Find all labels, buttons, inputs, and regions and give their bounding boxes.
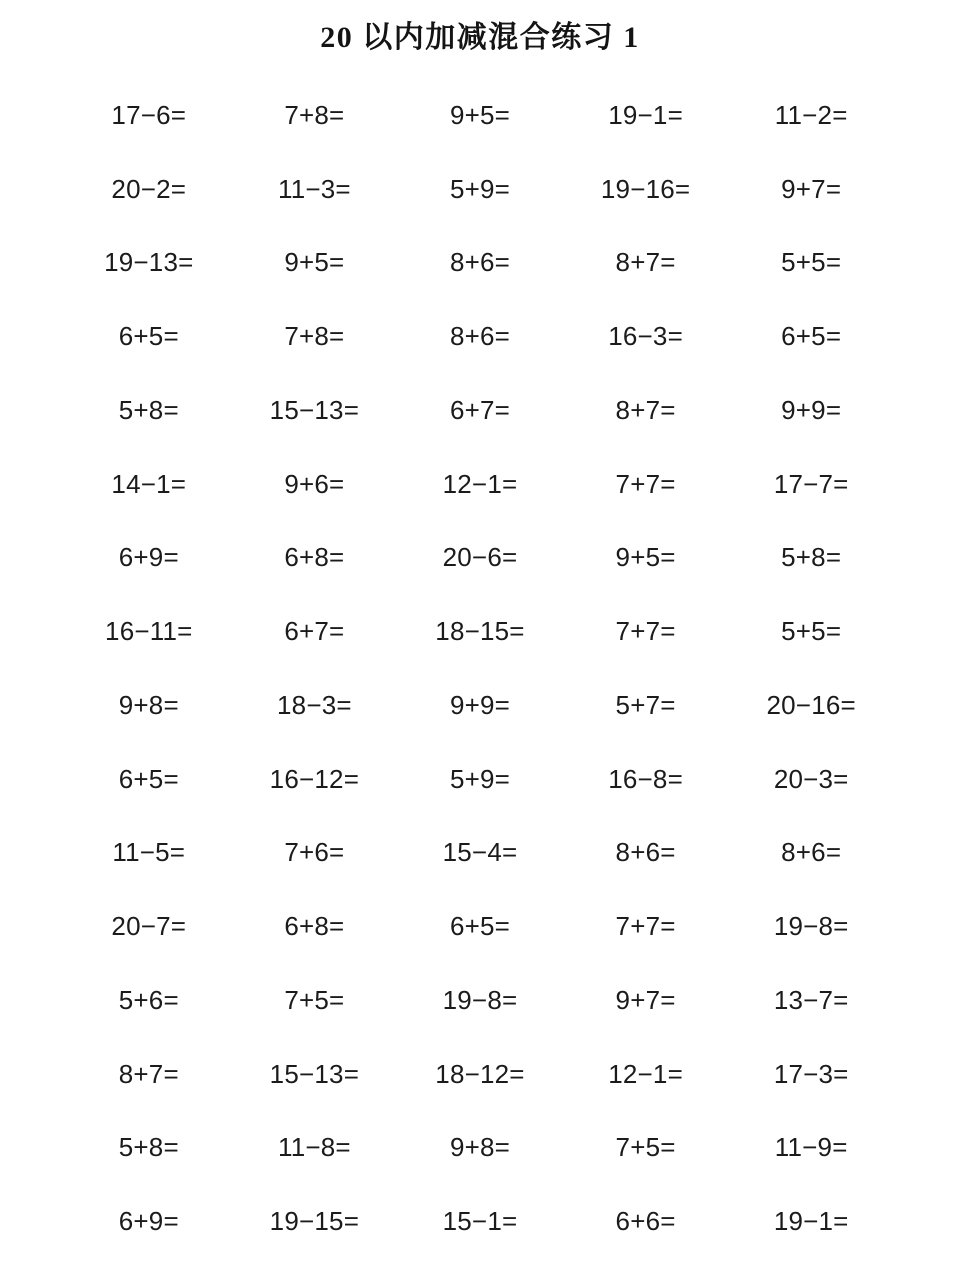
- problem-item: 19−13=: [104, 247, 194, 278]
- problem-item: 8+7=: [118, 1058, 179, 1089]
- problem-item: 6+9=: [118, 542, 179, 573]
- problem-item: 9+5=: [615, 542, 676, 573]
- problem-item: 19−16=: [600, 173, 691, 204]
- problem-item: 9+7=: [615, 984, 676, 1015]
- problem-item: 6+5=: [118, 763, 179, 794]
- problem-item: 7+8=: [284, 321, 345, 352]
- problem-item: 19−8=: [773, 911, 849, 942]
- problem-item: 7+7=: [615, 468, 676, 499]
- problem-item: 16−8=: [608, 763, 683, 794]
- problem-item: 5+6=: [118, 984, 179, 1015]
- problem-item: 11−3=: [277, 173, 351, 204]
- problem-item: 12−1=: [442, 468, 518, 499]
- problem-item: 20−6=: [442, 542, 518, 573]
- problem-item: 5+7=: [615, 689, 676, 720]
- problem-item: 9+5=: [284, 247, 345, 278]
- problem-item: 6+9=: [118, 1206, 179, 1237]
- problem-item: 11−8=: [277, 1132, 351, 1163]
- problem-item: 7+7=: [615, 616, 676, 647]
- problem-item: 7+5=: [615, 1132, 676, 1163]
- problem-item: 6+6=: [615, 1206, 676, 1237]
- problem-item: 8+6=: [615, 837, 676, 868]
- problem-item: 8+6=: [449, 247, 511, 278]
- problem-item: 19−1=: [608, 99, 683, 130]
- problem-item: 20−7=: [111, 911, 187, 942]
- problem-item: 20−3=: [773, 763, 849, 794]
- problem-item: 5+8=: [118, 1132, 179, 1163]
- problem-item: 16−11=: [105, 616, 193, 647]
- worksheet-header: [0, 16, 960, 60]
- problem-item: 9+6=: [284, 468, 345, 499]
- problem-item: 6+8=: [284, 911, 345, 942]
- problem-item: 7+6=: [284, 837, 345, 868]
- page-title: 20 以内加减混合练习 1: [320, 21, 640, 54]
- problem-item: 6+5=: [781, 321, 842, 352]
- problem-item: 18−12=: [435, 1058, 525, 1089]
- problem-item: 7+7=: [615, 911, 676, 942]
- problem-item: 9+5=: [449, 99, 511, 130]
- problem-item: 15−13=: [269, 1058, 360, 1089]
- problem-item: 8+6=: [781, 837, 842, 868]
- problem-item: 16−3=: [608, 321, 683, 352]
- problem-item: 15−1=: [442, 1206, 518, 1237]
- problem-item: 18−15=: [435, 616, 525, 647]
- problem-item: 7+5=: [284, 984, 345, 1015]
- problem-item: 19−1=: [773, 1206, 849, 1237]
- problem-item: 19−8=: [442, 984, 518, 1015]
- problem-item: 8+7=: [615, 394, 676, 425]
- problem-item: 9+9=: [449, 689, 511, 720]
- problem-item: 11−2=: [774, 99, 848, 130]
- problem-item: 6+7=: [284, 616, 345, 647]
- problem-item: 6+5=: [449, 911, 511, 942]
- problem-item: 12−1=: [608, 1058, 683, 1089]
- problem-item: 6+8=: [284, 542, 345, 573]
- problem-item: 17−7=: [773, 468, 849, 499]
- problem-item: 9+7=: [781, 173, 842, 204]
- problem-item: 5+8=: [118, 394, 179, 425]
- problem-item: 5+9=: [449, 763, 511, 794]
- problem-item: 9+8=: [449, 1132, 511, 1163]
- problem-item: 7+8=: [284, 99, 345, 130]
- problem-item: 20−16=: [766, 689, 856, 720]
- problem-item: 5+5=: [781, 247, 842, 278]
- problem-grid: [66, 78, 894, 1258]
- problem-item: 14−1=: [111, 468, 187, 499]
- problem-item: 20−2=: [111, 173, 187, 204]
- problem-item: 9+8=: [118, 689, 179, 720]
- problem-item: 6+7=: [449, 394, 511, 425]
- problem-item: 17−3=: [773, 1058, 849, 1089]
- problem-item: 15−4=: [442, 837, 518, 868]
- problem-item: 5+8=: [781, 542, 842, 573]
- problem-item: 19−15=: [269, 1206, 360, 1237]
- problem-item: 11−9=: [774, 1132, 848, 1163]
- problem-item: 8+7=: [615, 247, 676, 278]
- problem-item: 18−3=: [277, 689, 352, 720]
- problem-item: 13−7=: [773, 984, 849, 1015]
- problem-item: 15−13=: [269, 394, 360, 425]
- problem-item: 6+5=: [118, 321, 179, 352]
- problem-item: 17−6=: [111, 99, 187, 130]
- problem-item: 5+9=: [449, 173, 511, 204]
- problem-item: 9+9=: [781, 394, 842, 425]
- problem-item: 5+5=: [781, 616, 842, 647]
- problem-item: 16−12=: [269, 763, 360, 794]
- problem-item: 11−5=: [112, 837, 186, 868]
- problem-item: 8+6=: [449, 321, 511, 352]
